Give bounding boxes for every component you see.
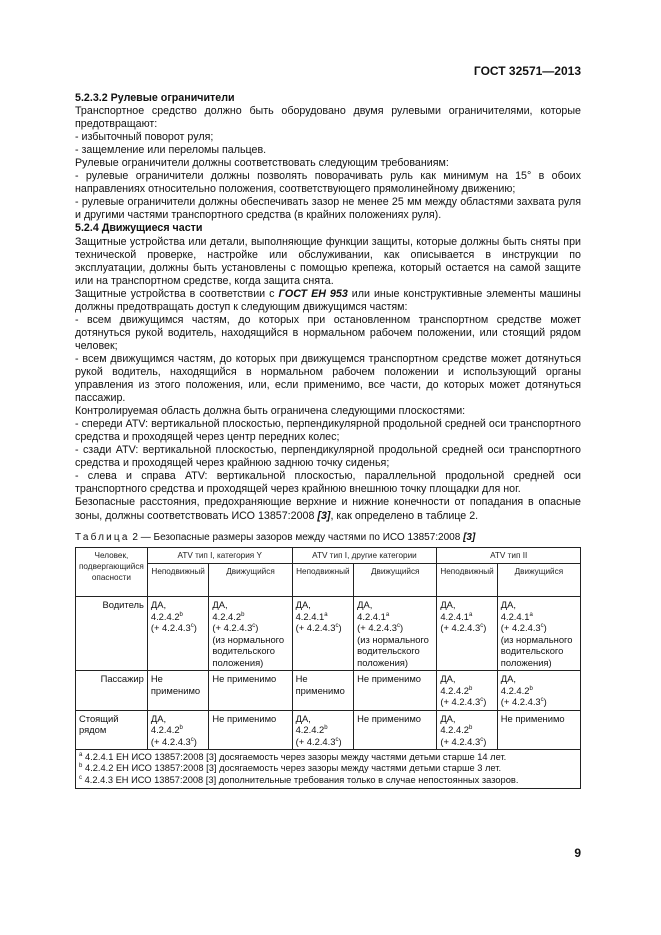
table-cell: Не применимо	[354, 710, 437, 750]
list-item: - сзади ATV: вертикальной плоскостью, перпендикулярной продольной средней оси транспортного средства и проходящей через крайнюю заднюю точку сиденья;	[75, 444, 581, 470]
table-row	[76, 671, 581, 711]
table-caption	[75, 532, 475, 543]
row-label: Стоящий рядом	[76, 710, 148, 750]
gap-sizes-table	[75, 547, 581, 789]
table-footnotes	[76, 750, 581, 789]
row-label: Водитель	[76, 597, 148, 671]
table-row	[76, 597, 581, 671]
table-cell: Не применимо	[209, 710, 292, 750]
section-title: 5.2.3.2 Рулевые ограничители	[75, 92, 235, 104]
table-cell: ДА, 4.2.4.2$^b$ (+ 4.2.4.3$^c$)	[437, 710, 497, 750]
table-cell: ДА, 4.2.4.2$^b$ (+ 4.2.4.3$^c$) (из нормального водительского положения)	[209, 597, 292, 671]
list-item: - избыточный поворот руля;	[75, 131, 214, 144]
paragraph-text: , как определено в таблице 2.	[330, 509, 479, 522]
footnote: $^b$ 4.2.4.2 ЕН ИСО 13857:2008 [3] досягаемость через зазоры между частями детьми старше 3 лет.	[79, 763, 502, 774]
table-notes-row	[76, 750, 581, 789]
paragraph: Транспортное средство должно быть оборудовано двумя рулевыми ограничителями, которые предотвращают:	[75, 105, 581, 131]
header-moving: Движущийся	[354, 564, 437, 597]
header-group-3: ATV тип II	[437, 548, 581, 564]
caption-word: Таблица	[75, 532, 130, 543]
table-cell: Не применимо	[292, 671, 354, 711]
list-item: - спереди ATV: вертикальной плоскостью, перпендикулярной продольной средней оси транспортного средства и проходящей через центр передних колес;	[75, 418, 581, 444]
paragraph	[75, 288, 581, 314]
header-moving: Движущийся	[209, 564, 292, 597]
footnote: $^c$ 4.2.4.3 ЕН ИСО 13857:2008 [3] дополнительные требования только в случае непостоянных зазоров.	[79, 774, 519, 785]
paragraph: Рулевые ограничители должны соответствовать следующим требованиям:	[75, 157, 449, 170]
table-cell: Не применимо	[497, 710, 580, 750]
table-cell: ДА, 4.2.4.2$^b$ (+ 4.2.4.3$^c$)	[497, 671, 580, 711]
table-cell: ДА, 4.2.4.2$^b$ (+ 4.2.4.3$^c$)	[437, 671, 497, 711]
list-item: - всем движущимся частям, до которых при остановленном транспортном средстве может дотянуться рукой водитель, находящийся в нормальном рабочем положении, или стоящий рядом человек;	[75, 313, 581, 352]
table-cell: ДА, 4.2.4.2$^b$ (+ 4.2.4.3$^c$)	[147, 597, 209, 671]
header-fixed: Неподвижный	[147, 564, 209, 597]
row-label: Пассажир	[76, 671, 148, 711]
table-cell: ДА, 4.2.4.1$^a$ (+ 4.2.4.3$^c$)	[437, 597, 497, 671]
paragraph: Защитные устройства или детали, выполняющие функции защиты, которые должны быть сняты при технической проверке, настройке или обслуживании, как описывается в инструкции по эксплуатации, должны быть установлены с помощью крепежа, который остается на самой защите или на транспортном средстве, когда защита снята.	[75, 235, 581, 287]
paragraph: Контролируемая область должна быть ограничена следующими плоскостями:	[75, 405, 466, 418]
list-item: - рулевые ограничители должны обеспечивать зазор не менее 25 мм между областями захвата руля и другими частями транспортного средства (в крайних положениях руля).	[75, 196, 581, 222]
header-moving: Движущийся	[497, 564, 580, 597]
table-header-row	[76, 548, 581, 564]
paragraph	[75, 496, 581, 522]
header-person: Человек, подвергающийся опасности	[76, 548, 148, 597]
body-text	[75, 92, 581, 523]
table-cell: Не применимо	[147, 671, 209, 711]
list-item: - рулевые ограничители должны позволять поворачивать руль как минимум на 15° в обоих направлениях относительно положения, соответствующего прямолинейному движению;	[75, 170, 581, 196]
paragraph-text: Защитные устройства в соответствии с	[75, 287, 279, 300]
caption-text: 2 — Безопасные размеры зазоров между частями по ИСО 13857:2008	[129, 532, 464, 543]
section-title: 5.2.4 Движущиеся части	[75, 222, 203, 235]
table-cell: ДА, 4.2.4.1$^a$ (+ 4.2.4.3$^c$)	[292, 597, 354, 671]
table-cell: Не применимо	[209, 671, 292, 711]
paragraph-text: Безопасные расстояния, предохраняющие верхние и нижние конечности от попадания в опасные зоны, должны соответствовать ИСО 13857:2008	[75, 496, 581, 522]
table-cell: ДА, 4.2.4.2$^b$ (+ 4.2.4.3$^c$)	[147, 710, 209, 750]
table-cell: ДА, 4.2.4.1$^a$ (+ 4.2.4.3$^c$) (из нормального водительского положения)	[497, 597, 580, 671]
document-standard-code: ГОСТ 32571—2013	[473, 64, 581, 78]
table-subheader-row	[76, 564, 581, 597]
table-row	[76, 710, 581, 750]
table-cell: Не применимо	[354, 671, 437, 711]
header-group-2: ATV тип I, другие категории	[292, 548, 437, 564]
header-fixed: Неподвижный	[437, 564, 497, 597]
page-number: 9	[574, 846, 581, 860]
citation-reference: [3]	[317, 509, 331, 522]
list-item: - защемление или переломы пальцев.	[75, 144, 267, 157]
paragraph-text: или иные конструктивные элементы машины должны предотвращать доступ к следующим движущимся частям:	[75, 287, 581, 313]
table-cell: ДА, 4.2.4.1$^a$ (+ 4.2.4.3$^c$) (из нормального водительского положения)	[354, 597, 437, 671]
citation-reference: [3]	[463, 532, 476, 543]
list-item: - слева и справа ATV: вертикальной плоскостью, параллельной продольной средней оси транспортного средства и проходящей через крайнюю внешнюю точку площадки для ног.	[75, 470, 581, 496]
footnote: $^a$ 4.2.4.1 ЕН ИСО 13857:2008 [3] досягаемость через зазоры между частями детьми старше 14 лет.	[79, 751, 507, 762]
standard-reference: ГОСТ ЕН 953	[278, 287, 348, 300]
table-cell: ДА, 4.2.4.2$^b$ (+ 4.2.4.3$^c$)	[292, 710, 354, 750]
header-group-1: ATV тип I, категория Y	[147, 548, 292, 564]
header-fixed: Неподвижный	[292, 564, 354, 597]
list-item: - всем движущимся частям, до которых при движущемся транспортном средстве может дотянуться рукой водитель, находящийся в нормальном рабочем положении и использующий органы управления из этого положения, или, если применимо, все части, до которых может дотянуться пассажир.	[75, 352, 581, 405]
